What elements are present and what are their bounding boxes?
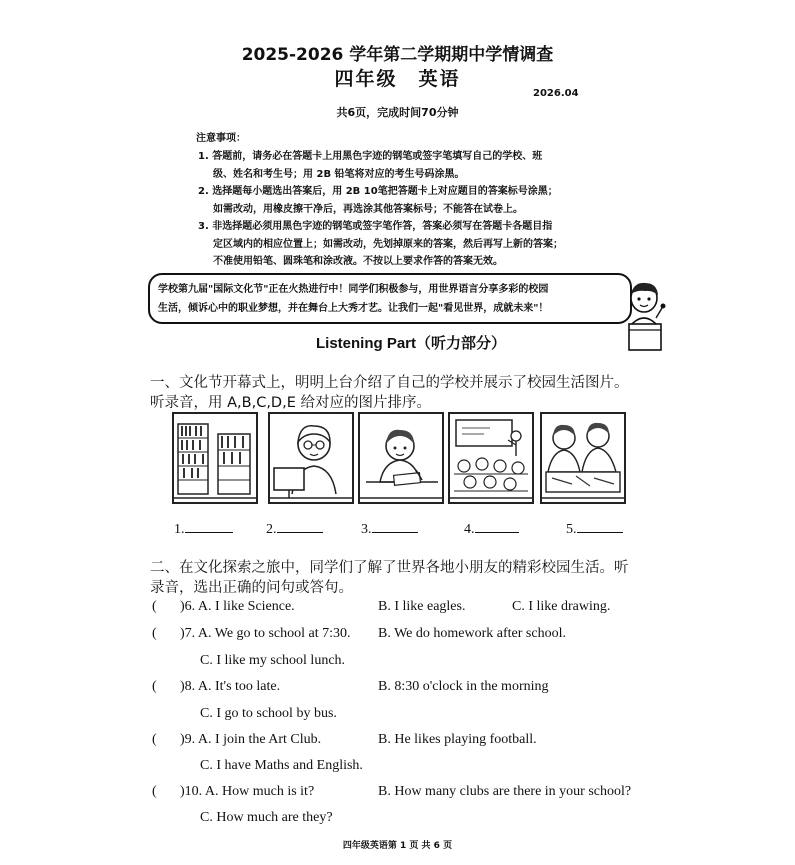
notes-line: 定区域内的相应位置上；如需改动，先划掉原来的答案，然后再写上新的答案；	[213, 239, 563, 250]
blank-number: 2.	[266, 522, 277, 537]
question-10-option-a: )10. A. How much is it?	[180, 784, 315, 799]
answer-blank-3[interactable]	[361, 521, 418, 538]
part1-instruction: 听录音，用 A,B,C,D,E 给对应的图片排序。	[150, 395, 431, 411]
question-7-option-c: C. I like my school lunch.	[200, 653, 346, 668]
question-7-option-b: B. We do homework after school.	[378, 626, 566, 641]
pages-time-info: 共6页，完成时间70分钟	[336, 106, 459, 119]
question-6-option-a: )6. A. I like Science.	[180, 599, 295, 614]
boy-speaker-illustration	[622, 278, 670, 354]
answer-blank-2[interactable]	[266, 521, 323, 538]
page-footer: 四年级英语第 1 页 共 6 页	[342, 841, 453, 851]
listening-part-title: Listening Part（听力部分）	[316, 335, 507, 352]
answer-paren[interactable]: (	[152, 679, 157, 694]
exam-date: 2026.04	[533, 88, 579, 99]
question-7-option-a: )7. A. We go to school at 7:30.	[180, 626, 351, 641]
question-8-option-b: B. 8:30 o'clock in the morning	[378, 679, 549, 694]
exam-subtitle: 四年级 英语	[334, 68, 461, 90]
blank-number: 1.	[174, 522, 185, 537]
question-8-option-c: C. I go to school by bus.	[200, 706, 337, 721]
blank-number: 4.	[464, 522, 475, 537]
answer-paren[interactable]: (	[152, 626, 157, 641]
blank-number: 5.	[566, 522, 577, 537]
question-9-option-b: B. He likes playing football.	[378, 732, 537, 747]
computer-picture	[268, 412, 354, 504]
science-class-picture	[540, 412, 626, 504]
notes-line: 不准使用铅笔、圆珠笔和涂改液。不按以上要求作答的答案无效。	[213, 256, 503, 267]
question-10-option-b: B. How many clubs are there in your school?	[378, 784, 632, 799]
notes-line: 1. 答题前，请务必在答题卡上用黑色字迹的钢笔或签字笔填写自己的学校、班	[198, 151, 543, 162]
notes-heading: 注意事项：	[196, 133, 246, 144]
part1-instruction: 一、文化节开幕式上，明明上台介绍了自己的学校并展示了校园生活图片。	[150, 375, 629, 391]
part2-instruction: 录音，选出正确的问句或答句。	[150, 580, 353, 596]
question-10-option-c: C. How much are they?	[200, 810, 333, 825]
culture-festival-banner	[148, 273, 632, 324]
banner-line: 学校第九届"国际文化节"正在火热进行中！同学们积极参与，用世界语言分享多彩的校园	[158, 284, 549, 295]
notes-line: 3. 非选择题必须用黑色字迹的钢笔或签字笔作答，答案必须写在答题卡各题目指	[198, 221, 553, 232]
question-8-option-a: )8. A. It's too late.	[180, 679, 281, 694]
question-9-option-a: )9. A. I join the Art Club.	[180, 732, 322, 747]
blank-number: 3.	[361, 522, 372, 537]
library-picture	[172, 412, 258, 504]
question-6-option-b: B. I like eagles.	[378, 599, 466, 614]
answer-blank-5[interactable]	[566, 521, 623, 538]
answer-paren[interactable]: (	[152, 599, 157, 614]
writing-picture	[358, 412, 444, 504]
answer-blank-1[interactable]	[174, 521, 233, 538]
classroom-picture	[448, 412, 534, 504]
notes-line: 级、姓名和考生号；用 2B 铅笔将对应的考生号码涂黑。	[213, 169, 465, 180]
banner-line: 生活，倾诉心中的职业梦想，并在舞台上大秀才艺。让我们一起"看见世界，成就未来"！	[158, 303, 549, 314]
notes-line: 如需改动，用橡皮擦干净后，再选涂其他答案标号；不能答在试卷上。	[213, 204, 523, 215]
answer-paren[interactable]: (	[152, 784, 157, 799]
notes-line: 2. 选择题每小题选出答案后，用 2B 10笔把答题卡上对应题目的答案标号涂黑；	[198, 186, 558, 197]
answer-paren[interactable]: (	[152, 732, 157, 747]
part2-instruction: 二、在文化探索之旅中，同学们了解了世界各地小朋友的精彩校园生活。听	[150, 560, 629, 576]
answer-blank-4[interactable]	[464, 521, 519, 538]
exam-title: 2025-2026 学年第二学期期中学情调查	[241, 45, 554, 65]
question-9-option-c: C. I have Maths and English.	[200, 758, 363, 773]
question-6-option-c: C. I like drawing.	[512, 599, 611, 614]
